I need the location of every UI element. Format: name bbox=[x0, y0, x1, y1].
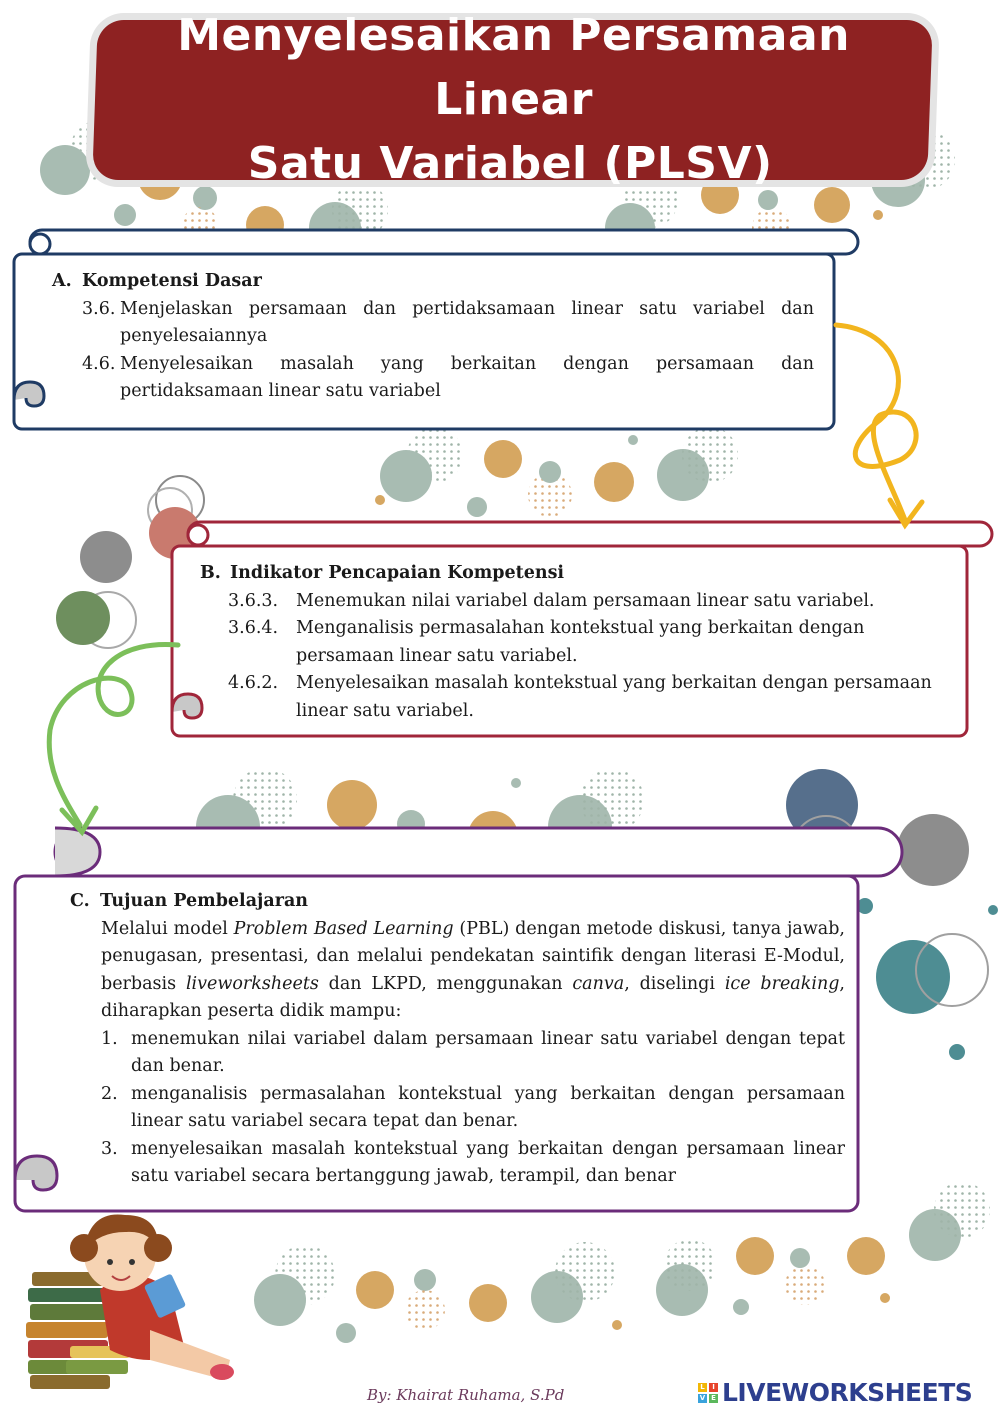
liveworksheets-logo-icon bbox=[698, 1383, 718, 1403]
list-item-number: 3.6. bbox=[82, 298, 116, 319]
list-item-number: 4.6.2. bbox=[228, 673, 279, 693]
list-item bbox=[200, 670, 945, 725]
page-title-line-2: Satu Variabel (PLSV) bbox=[247, 138, 773, 189]
intro-text: , diselingi bbox=[624, 973, 725, 994]
list-item bbox=[70, 1026, 845, 1081]
section-c-heading bbox=[70, 888, 845, 916]
author-credit: By: Khairat Ruhama, S.Pd bbox=[367, 1386, 565, 1404]
list-item-number: 1. bbox=[101, 1028, 118, 1049]
section-a-heading bbox=[52, 268, 814, 296]
section-b-heading bbox=[200, 560, 945, 588]
list-item-text: Menyelesaikan masalah yang berkaitan dengan persamaan dan pertidaksamaan linear satu variabel bbox=[120, 353, 814, 401]
section-a-label: A. bbox=[52, 271, 72, 291]
liveworksheets-brand[interactable] bbox=[698, 1378, 972, 1407]
list-item bbox=[200, 588, 945, 616]
section-a-title: Kompetensi Dasar bbox=[82, 271, 262, 291]
intro-text: Melalui model bbox=[101, 918, 234, 939]
section-b-label: B. bbox=[200, 563, 221, 583]
page-title-line-1: Menyelesaikan Persamaan Linear bbox=[177, 10, 850, 125]
section-b-title: Indikator Pencapaian Kompetensi bbox=[230, 563, 565, 583]
list-item-number: 3. bbox=[101, 1138, 118, 1159]
brand-wordmark: LIVEWORKSHEETS bbox=[722, 1378, 973, 1407]
section-kompetensi-dasar bbox=[52, 268, 814, 406]
logo-tile: E bbox=[709, 1394, 718, 1403]
girl-reading-illustration bbox=[26, 1214, 234, 1389]
intro-text: , diharapkan peserta didik mampu: bbox=[101, 973, 845, 1021]
list-item bbox=[52, 351, 814, 406]
logo-tile: L bbox=[698, 1383, 707, 1392]
list-item-text: Menjelaskan persamaan dan pertidaksamaan linear satu variabel dan penyelesaiannya bbox=[120, 298, 814, 346]
list-item-text: menemukan nilai variabel dalam persamaan linear satu variabel dengan tepat dan benar. bbox=[131, 1028, 845, 1076]
title-banner bbox=[92, 10, 933, 189]
section-c-label: C. bbox=[70, 891, 90, 911]
list-item-text: Menyelesaikan masalah kontekstual yang berkaitan dengan persamaan linear satu variabel. bbox=[296, 673, 932, 721]
intro-italic: Problem Based Learning bbox=[233, 918, 454, 939]
section-tujuan bbox=[70, 888, 845, 1191]
list-item bbox=[200, 615, 945, 670]
intro-italic: canva bbox=[572, 973, 625, 994]
green-arrow bbox=[49, 644, 178, 832]
intro-text: dan LKPD, menggunakan bbox=[318, 973, 573, 994]
list-item bbox=[52, 296, 814, 351]
list-item-text: menganalisis permasalahan kontekstual yang berkaitan dengan persamaan linear satu variabel secara tepat dan benar. bbox=[131, 1083, 845, 1131]
list-item-number: 4.6. bbox=[82, 353, 116, 374]
section-c-intro bbox=[70, 916, 845, 1026]
logo-tile: V bbox=[699, 1393, 706, 1402]
list-item-text: Menganalisis permasalahan kontekstual yang berkaitan dengan persamaan linear satu variabel. bbox=[296, 618, 865, 666]
list-item-number: 3.6.3. bbox=[228, 590, 279, 611]
list-item bbox=[70, 1136, 845, 1191]
intro-text: (PBL) dengan metode diskusi, tanya jawab, penugasan, presentasi, dan melalui pendekatan saintifik dengan literasi E-Modul, berbasis bbox=[101, 918, 845, 994]
list-item-text: menyelesaikan masalah kontekstual yang berkaitan dengan persamaan linear satu variabel secara bertanggung jawab, terampil, dan benar bbox=[131, 1138, 845, 1186]
yellow-arrow bbox=[836, 325, 922, 525]
section-c-title: Tujuan Pembelajaran bbox=[100, 891, 309, 911]
logo-tile: I bbox=[709, 1383, 718, 1392]
list-item bbox=[70, 1081, 845, 1136]
list-item-text: Menemukan nilai variabel dalam persamaan linear satu variabel. bbox=[296, 590, 875, 611]
intro-italic: ice breaking bbox=[724, 973, 840, 994]
section-indikator bbox=[200, 560, 945, 725]
list-item-number: 2. bbox=[101, 1083, 118, 1104]
list-item-number: 3.6.4. bbox=[228, 618, 279, 638]
intro-italic: liveworksheets bbox=[185, 973, 319, 994]
